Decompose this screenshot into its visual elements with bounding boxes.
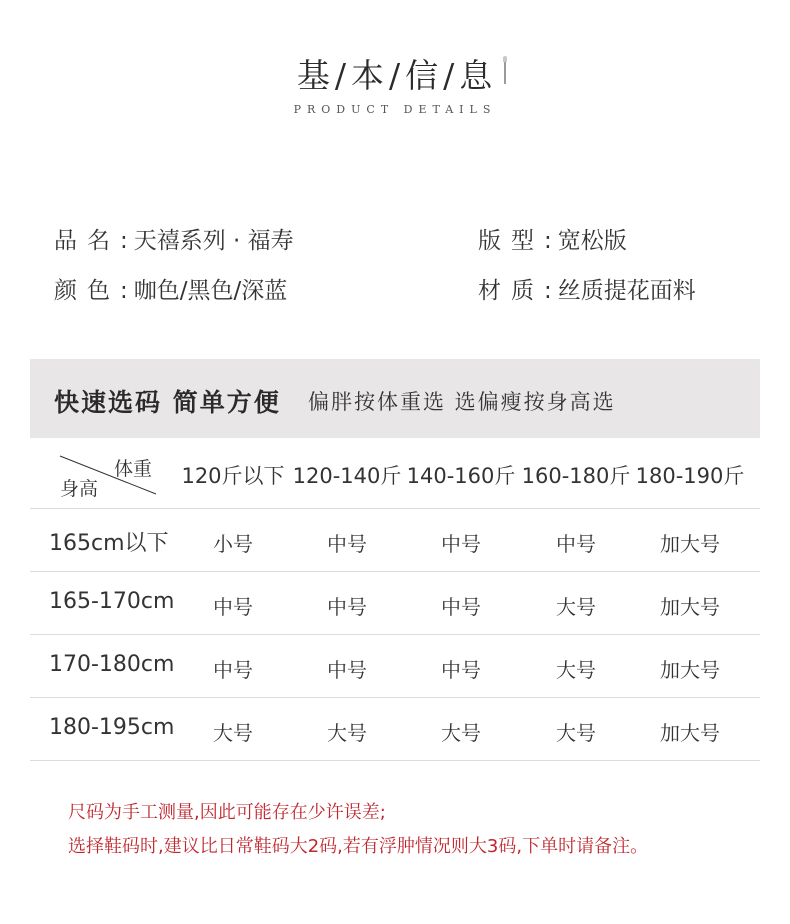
corner-height-label: 身高 bbox=[60, 478, 99, 500]
column-header: 180-190斤 bbox=[635, 464, 745, 488]
title-char-1: 基 bbox=[296, 56, 331, 95]
table-row bbox=[30, 509, 760, 572]
info-material-label: 材质 bbox=[478, 278, 544, 304]
table-row bbox=[30, 572, 760, 635]
note-line-1: 尺码为手工测量,因此可能存在少许误差; bbox=[68, 802, 386, 823]
size-cell: 中号 bbox=[441, 595, 481, 619]
section-header bbox=[0, 50, 790, 116]
size-guide-banner bbox=[30, 359, 760, 438]
size-cell: 中号 bbox=[327, 658, 367, 682]
size-cell: 大号 bbox=[556, 721, 596, 745]
column-header: 140-160斤 bbox=[406, 464, 516, 488]
size-cell: 加大号 bbox=[660, 658, 720, 682]
size-cell: 中号 bbox=[213, 658, 253, 682]
info-fit-value: 宽松版 bbox=[557, 228, 627, 254]
banner-title: 快速选码 简单方便 bbox=[54, 388, 281, 417]
title-separator-3: / bbox=[443, 56, 456, 95]
info-name-colon: : bbox=[120, 228, 128, 254]
page-subtitle: PRODUCT DETAILS bbox=[293, 103, 497, 116]
note-line-2: 选择鞋码时,建议比日常鞋码大2码,若有浮肿情况则大3码,下单时请备注。 bbox=[68, 836, 649, 857]
column-header: 160-180斤 bbox=[521, 464, 631, 488]
info-name-row bbox=[54, 222, 294, 255]
info-color-value: 咖色/黑色/深蓝 bbox=[133, 278, 288, 304]
info-fit-label: 版型 bbox=[478, 228, 544, 254]
size-cell: 中号 bbox=[441, 532, 481, 556]
table-row bbox=[30, 635, 760, 698]
size-cell: 加大号 bbox=[660, 721, 720, 745]
info-color-row bbox=[54, 272, 287, 305]
banner-subtitle: 偏胖按体重选 选偏瘦按身高选 bbox=[308, 390, 616, 414]
size-cell: 大号 bbox=[556, 658, 596, 682]
title-char-4: 息 bbox=[459, 56, 494, 95]
corner-weight-label: 体重 bbox=[114, 458, 153, 480]
size-cell: 中号 bbox=[213, 595, 253, 619]
info-name-label: 品名 bbox=[54, 228, 120, 254]
title-char-3: 信 bbox=[405, 56, 440, 95]
size-cell: 加大号 bbox=[660, 595, 720, 619]
size-notes bbox=[68, 796, 768, 864]
info-name-value: 天禧系列 · 福寿 bbox=[133, 228, 294, 254]
info-fit-colon: : bbox=[544, 228, 552, 254]
size-cell: 小号 bbox=[213, 532, 253, 556]
table-corner-cell bbox=[58, 454, 158, 500]
row-label: 180-195cm bbox=[49, 715, 175, 740]
row-label: 170-180cm bbox=[49, 652, 175, 677]
info-material-colon: : bbox=[544, 278, 552, 304]
info-color-label: 颜色 bbox=[54, 278, 120, 304]
pen-icon bbox=[503, 56, 507, 84]
info-color-colon: : bbox=[120, 278, 128, 304]
title-separator-1: / bbox=[334, 56, 347, 95]
title-char-2: 本 bbox=[350, 56, 385, 95]
size-cell: 加大号 bbox=[660, 532, 720, 556]
title-separator-2: / bbox=[388, 56, 402, 95]
column-header: 120斤以下 bbox=[181, 464, 285, 488]
size-cell: 大号 bbox=[213, 721, 253, 745]
info-material-value: 丝质提花面料 bbox=[557, 278, 696, 304]
size-table bbox=[30, 438, 760, 761]
row-label: 165cm以下 bbox=[49, 531, 169, 556]
size-table-header bbox=[30, 438, 760, 509]
page-title bbox=[297, 50, 493, 97]
size-cell: 中号 bbox=[327, 595, 367, 619]
size-cell: 大号 bbox=[327, 721, 367, 745]
table-row bbox=[30, 698, 760, 761]
info-material-row bbox=[478, 272, 696, 305]
size-cell: 大号 bbox=[441, 721, 481, 745]
size-cell: 大号 bbox=[556, 595, 596, 619]
column-header: 120-140斤 bbox=[292, 464, 402, 488]
size-cell: 中号 bbox=[327, 532, 367, 556]
info-fit-row bbox=[478, 222, 627, 255]
size-cell: 中号 bbox=[441, 658, 481, 682]
size-cell: 中号 bbox=[556, 532, 596, 556]
row-label: 165-170cm bbox=[49, 589, 175, 614]
